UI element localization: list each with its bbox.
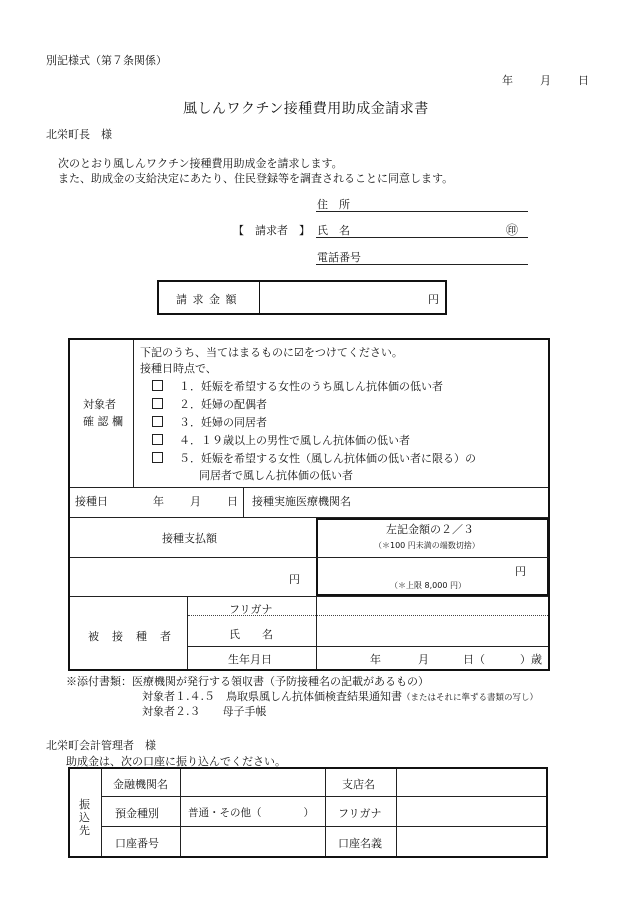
branch-name-label: 支店名 xyxy=(342,778,375,791)
form-reference: 別記様式（第７条関係） xyxy=(46,54,167,67)
option-4-text: ４．１９歳以上の男性で風しん抗体価の低い者 xyxy=(179,434,410,447)
subsidy-box-divider xyxy=(316,557,549,558)
eligibility-side-label-2: 確 認 欄 xyxy=(83,415,123,428)
eligibility-option-1[interactable] xyxy=(152,378,443,394)
vaccination-year: 年 xyxy=(153,495,164,508)
account-number-input[interactable] xyxy=(183,829,322,854)
bank-col-4 xyxy=(396,769,397,856)
cap-note: （＊上限 8,000 円） xyxy=(390,581,466,590)
vaccinee-name-label: 氏 名 xyxy=(229,628,273,641)
option-3-text: ３．妊婦の同居者 xyxy=(179,416,267,429)
eligibility-option-5[interactable] xyxy=(152,450,476,466)
intro-line-1: 次のとおり風しんワクチン接種費用助成金を請求します。 xyxy=(58,157,343,170)
bank-row-1 xyxy=(102,796,546,797)
vaccination-date-label: 接種日 xyxy=(75,495,108,508)
subsidy-input[interactable] xyxy=(320,560,505,578)
checkbox-5[interactable] xyxy=(152,452,163,463)
paid-amount-input[interactable] xyxy=(75,560,280,594)
address-label: 住 所 xyxy=(317,198,350,211)
eligibility-side-label-1: 対象者 xyxy=(83,398,116,411)
claim-amount-label: 請 求 金 額 xyxy=(176,293,238,306)
holder-furigana-input[interactable] xyxy=(399,799,544,824)
checkbox-2[interactable] xyxy=(152,398,163,409)
bank-col-1 xyxy=(101,769,102,856)
date-institution-divider xyxy=(243,488,244,517)
bank-side-label-3: 先 xyxy=(79,824,90,837)
branch-name-input[interactable] xyxy=(399,771,544,794)
ratio-label: 左記金額の２／３ xyxy=(386,523,474,536)
page-title: 風しんワクチン接種費用助成金請求書 xyxy=(183,101,429,117)
row-divider-3 xyxy=(70,557,316,558)
claimant-bracket-label: 【 請求者 】 xyxy=(233,224,310,237)
vaccinee-furigana-input[interactable] xyxy=(320,599,545,614)
row-divider-4 xyxy=(70,596,548,597)
attachments-line-3: 対象者２.３ 母子手帳 xyxy=(142,705,267,718)
phone-line[interactable] xyxy=(316,264,528,265)
account-holder-label: 口座名義 xyxy=(338,837,382,850)
bank-col-2 xyxy=(180,769,181,856)
bank-col-3 xyxy=(325,769,326,856)
name-line[interactable] xyxy=(316,237,528,238)
vaccinee-label: 被 接 種 者 xyxy=(88,630,172,643)
eligibility-instruction: 下記のうち、当てはまるものに☑をつけてください。 xyxy=(140,346,403,359)
dob-day: 日（ xyxy=(463,653,485,666)
attachments-line-2 xyxy=(142,688,538,704)
date-day-label: 日 xyxy=(578,74,589,87)
phone-label: 電話番号 xyxy=(317,251,361,264)
row-divider-5 xyxy=(188,646,548,647)
eligibility-option-2[interactable] xyxy=(152,396,267,412)
holder-furigana-label: フリガナ xyxy=(338,807,382,820)
eligibility-option-3[interactable] xyxy=(152,414,267,430)
option-5-continuation: 同居者で風しん抗体価の低い者 xyxy=(199,469,353,482)
name-label: 氏 名 xyxy=(317,224,350,237)
claim-amount-input[interactable] xyxy=(262,282,422,313)
claim-amount-unit: 円 xyxy=(428,293,439,306)
vaccinee-divider-2 xyxy=(316,597,317,669)
attachments-line-1: ※添付書類：医療機関が発行する領収書（予防接種名の記載があるもの） xyxy=(66,675,429,688)
option-1-text: １．妊娠を希望する女性のうち風しん抗体価の低い者 xyxy=(179,380,443,393)
option-2-text: ２．妊婦の配偶者 xyxy=(179,398,267,411)
account-type-label: 預金種別 xyxy=(115,807,159,820)
institution-name-input[interactable] xyxy=(183,771,322,794)
subsidy-unit: 円 xyxy=(515,565,526,578)
address-line[interactable] xyxy=(316,211,528,212)
ratio-note: （＊100 円未満の端数切捨） xyxy=(374,541,480,550)
attachments-line-2-main: 対象者１.４.５ 鳥取県風しん抗体価検査結果通知書 xyxy=(142,690,402,703)
institution-name-label: 金融機関名 xyxy=(113,778,168,791)
vaccination-day: 日 xyxy=(227,495,238,508)
date-year-label: 年 xyxy=(502,74,513,87)
checkbox-1[interactable] xyxy=(152,380,163,391)
account-type-value[interactable]: 普通・その他（ ） xyxy=(188,807,314,819)
checkbox-4[interactable] xyxy=(152,434,163,445)
vaccinee-name-input[interactable] xyxy=(320,618,545,643)
bank-side-label-1: 振 xyxy=(79,798,90,811)
transfer-instruction: 助成金は、次の口座に振り込んでください。 xyxy=(66,755,286,768)
vaccination-month: 月 xyxy=(190,495,201,508)
bank-side-label-2: 込 xyxy=(79,811,90,824)
option-5-text: ５．妊娠を希望する女性（風しん抗体価の低い者に限る）の xyxy=(179,452,476,465)
dob-age: ）歳 xyxy=(520,653,542,666)
account-number-label: 口座番号 xyxy=(115,837,159,850)
intro-line-2: また、助成金の支給決定にあたり、住民登録等を調査されることに同意します。 xyxy=(58,172,454,185)
paid-amount-unit: 円 xyxy=(289,573,300,586)
furigana-dotted-line xyxy=(188,615,548,616)
dob-year: 年 xyxy=(370,653,381,666)
row-divider-1 xyxy=(70,487,548,488)
vaccinee-furigana-label: フリガナ xyxy=(229,603,273,616)
bank-row-2 xyxy=(102,826,546,827)
account-holder-input[interactable] xyxy=(399,829,544,854)
eligibility-lead: 接種日時点で、 xyxy=(140,362,217,375)
checkbox-3[interactable] xyxy=(152,416,163,427)
paid-amount-label: 接種支払額 xyxy=(162,532,217,545)
eligibility-divider xyxy=(133,340,134,488)
dob-month: 月 xyxy=(418,653,429,666)
attachments-line-2-note: （またはそれに準ずる書類の写し） xyxy=(402,693,539,703)
institution-label: 接種実施医療機関名 xyxy=(252,495,351,508)
vaccinee-divider-1 xyxy=(187,597,188,669)
seal-icon: ㊞ xyxy=(506,223,519,237)
addressee-treasurer: 北栄町会計管理者 様 xyxy=(46,739,156,752)
eligibility-option-4[interactable] xyxy=(152,432,410,448)
dob-label: 生年月日 xyxy=(228,653,272,666)
date-month-label: 月 xyxy=(540,74,551,87)
claim-amount-divider xyxy=(259,281,260,314)
addressee-mayor: 北栄町長 様 xyxy=(46,128,112,141)
